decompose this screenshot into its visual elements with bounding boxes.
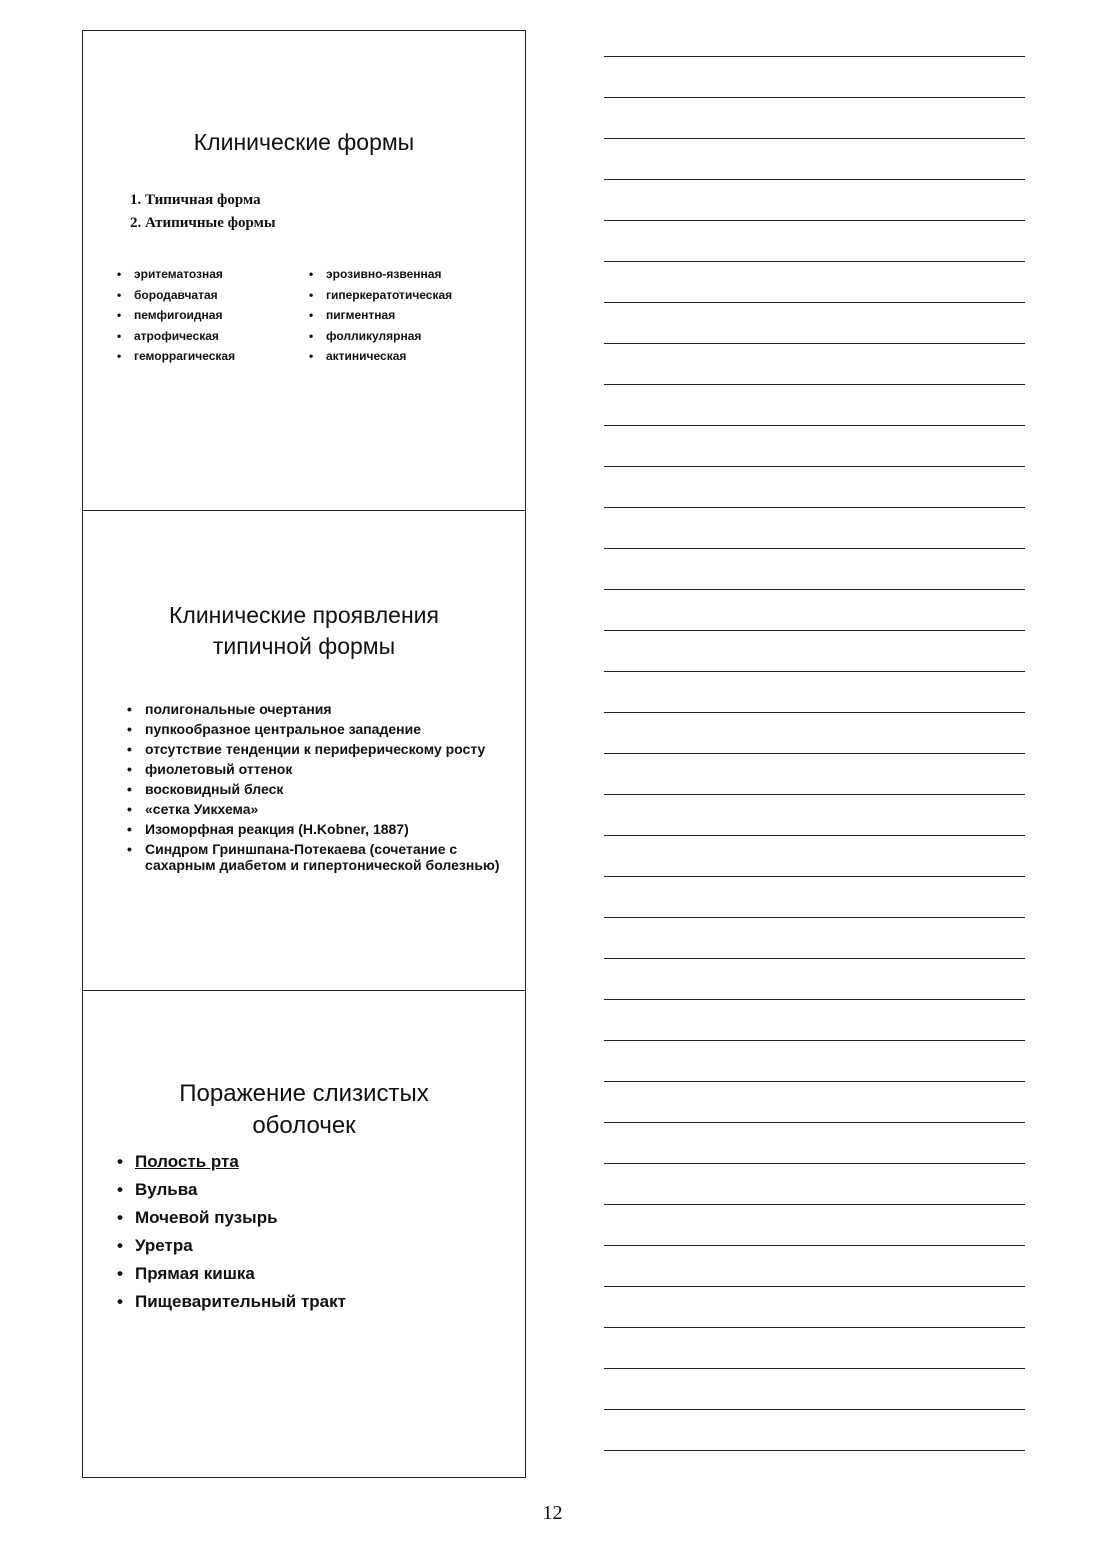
numbered-list	[130, 189, 276, 235]
note-line	[604, 302, 1025, 303]
note-line	[604, 1040, 1025, 1041]
note-line	[604, 138, 1025, 139]
page-number: 12	[542, 1502, 563, 1524]
slide-clinical-forms	[83, 31, 525, 510]
bullet-list	[127, 701, 507, 877]
note-line	[604, 1122, 1025, 1123]
note-line	[604, 630, 1025, 631]
list-item: • Мочевой пузырь	[117, 1204, 346, 1232]
slides-panel	[82, 30, 526, 1478]
note-line	[604, 753, 1025, 754]
note-line	[604, 343, 1025, 344]
note-line	[604, 1286, 1025, 1287]
list-item: • полигональные очертания	[127, 701, 507, 717]
list-item: • геморрагическая	[117, 346, 235, 367]
list-item: • пемфигоидная	[117, 305, 235, 326]
note-line	[604, 1327, 1025, 1328]
bullet-list	[117, 1148, 346, 1316]
list-item: • актиническая	[309, 346, 452, 367]
note-line	[604, 876, 1025, 877]
list-item: • пигментная	[309, 305, 452, 326]
note-line	[604, 466, 1025, 467]
list-item: • Прямая кишка	[117, 1260, 346, 1288]
list-item: • Изоморфная реакция (H.Kobner, 1887)	[127, 821, 507, 837]
title-line: Клинические проявления	[169, 602, 439, 628]
note-line	[604, 261, 1025, 262]
list-item: 2. Атипичные формы	[130, 215, 276, 231]
list-item: • Пищеварительный тракт	[117, 1288, 346, 1316]
title-line: типичной формы	[212, 633, 396, 659]
note-line	[604, 917, 1025, 918]
list-item: • фиолетовый оттенок	[127, 761, 507, 777]
note-line	[604, 712, 1025, 713]
note-line	[604, 671, 1025, 672]
list-item: • «сетка Уикхема»	[127, 801, 507, 817]
note-line	[604, 220, 1025, 221]
note-line	[604, 56, 1025, 57]
note-line	[604, 425, 1025, 426]
note-line	[604, 1450, 1025, 1451]
atypical-forms-right-column	[309, 264, 452, 367]
title-line: оболочек	[252, 1112, 356, 1139]
list-item: • бородавчатая	[117, 285, 235, 306]
note-line	[604, 1204, 1025, 1205]
list-item: • Уретра	[117, 1232, 346, 1260]
note-line	[604, 999, 1025, 1000]
slide-typical-form-manifestations	[83, 510, 525, 990]
slide-mucosa-lesions	[83, 990, 525, 1477]
note-line	[604, 1409, 1025, 1410]
slide-title	[83, 1078, 525, 1142]
note-line	[604, 1163, 1025, 1164]
note-line	[604, 1245, 1025, 1246]
note-line	[604, 1081, 1025, 1082]
list-item: • отсутствие тенденции к периферическому росту	[127, 741, 507, 757]
note-line	[604, 835, 1025, 836]
note-line	[604, 507, 1025, 508]
note-line	[604, 589, 1025, 590]
list-item: • эрозивно-язвенная	[309, 264, 452, 285]
note-line	[604, 179, 1025, 180]
note-line	[604, 958, 1025, 959]
list-item	[117, 1148, 346, 1176]
list-item: • восковидный блеск	[127, 781, 507, 797]
note-line	[604, 1368, 1025, 1369]
note-line	[604, 548, 1025, 549]
atypical-forms-left-column	[117, 264, 235, 367]
notes-lines-area	[604, 56, 1025, 1466]
note-line	[604, 794, 1025, 795]
list-item: • Синдром Гриншпана-Потекаева (сочетание с сахарным диабетом и гипертонической болезнью)	[127, 841, 507, 873]
note-line	[604, 97, 1025, 98]
list-item: 1. Типичная форма	[130, 192, 261, 208]
list-item: • фолликулярная	[309, 326, 452, 347]
list-item: • эритематозная	[117, 264, 235, 285]
list-item-text: Полость рта	[135, 1152, 239, 1171]
list-item: • Вульва	[117, 1176, 346, 1204]
slide-title: Клинические формы	[193, 129, 415, 155]
note-line	[604, 384, 1025, 385]
list-item: • атрофическая	[117, 326, 235, 347]
slide-title	[83, 600, 525, 662]
list-item: • гиперкератотическая	[309, 285, 452, 306]
title-line: Поражение слизистых	[179, 1080, 429, 1107]
list-item: • пупкообразное центральное западение	[127, 721, 507, 737]
